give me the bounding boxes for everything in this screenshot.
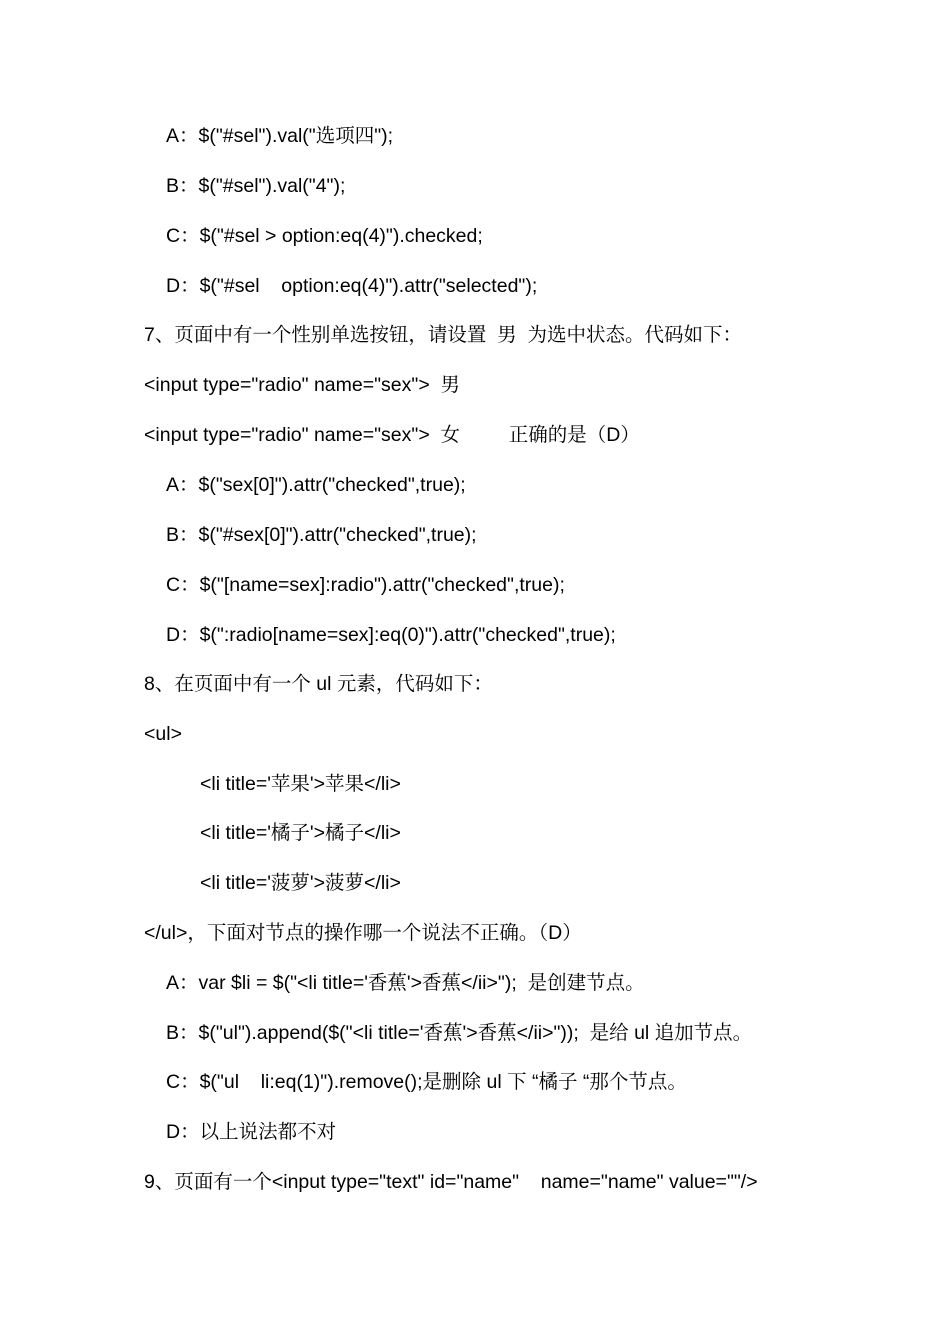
q7-option-d: D：$(":radio[name=sex]:eq(0)").attr("checked",true);	[166, 624, 616, 646]
q6-option-b: B：$("#sel").val("4");	[166, 175, 346, 197]
q6-option-c: C：$("#sel > option:eq(4)").checked;	[166, 225, 483, 247]
q8-option-d: D：以上说法都不对	[166, 1121, 337, 1143]
q8-option-a: A：var $li = $("<li title='香蕉'>香蕉</ii>"); 是创建节点。	[166, 972, 645, 994]
q8-option-c: C：$("ul li:eq(1)").remove();是删除 ul 下 “橘子 “那个节点。	[166, 1071, 687, 1093]
q8-question: 8、在页面中有一个 ul 元素，代码如下：	[144, 673, 493, 695]
q6-option-a: A：$("#sel").val("选项四");	[166, 125, 394, 147]
q7-question: 7、页面中有一个性别单选按钮，请设置 男 为选中状态。代码如下：	[144, 324, 743, 346]
q7-option-c: C：$("[name=sex]:radio").attr("checked",true);	[166, 574, 565, 596]
q6-option-d: D：$("#sel option:eq(4)").attr("selected");	[166, 275, 538, 297]
q7-option-a: A：$("sex[0]").attr("checked",true);	[166, 474, 466, 496]
q7-code-line-1: <input type="radio" name="sex"> 男	[144, 374, 461, 396]
q7-option-b: B：$("#sex[0]").attr("checked",true);	[166, 524, 477, 546]
q8-option-b: B：$("ul").append($("<li title='香蕉'>香蕉</ii>")); 是给 ul 追加节点。	[166, 1022, 753, 1044]
q9-question: 9、页面有一个<input type="text" id="name" name="name" value=""/>	[144, 1171, 758, 1193]
q8-code-li-1: <li title='苹果'>苹果</li>	[200, 773, 401, 795]
q8-code-li-2: <li title='橘子'>橘子</li>	[200, 822, 401, 844]
q8-code-ul-close: </ul>，下面对节点的操作哪一个说法不正确。（D）	[144, 922, 582, 944]
q7-code-line-2: <input type="radio" name="sex"> 女 正确的是（D）	[144, 424, 640, 446]
q8-code-ul-open: <ul>	[144, 723, 182, 745]
q8-code-li-3: <li title='菠萝'>菠萝</li>	[200, 872, 401, 894]
